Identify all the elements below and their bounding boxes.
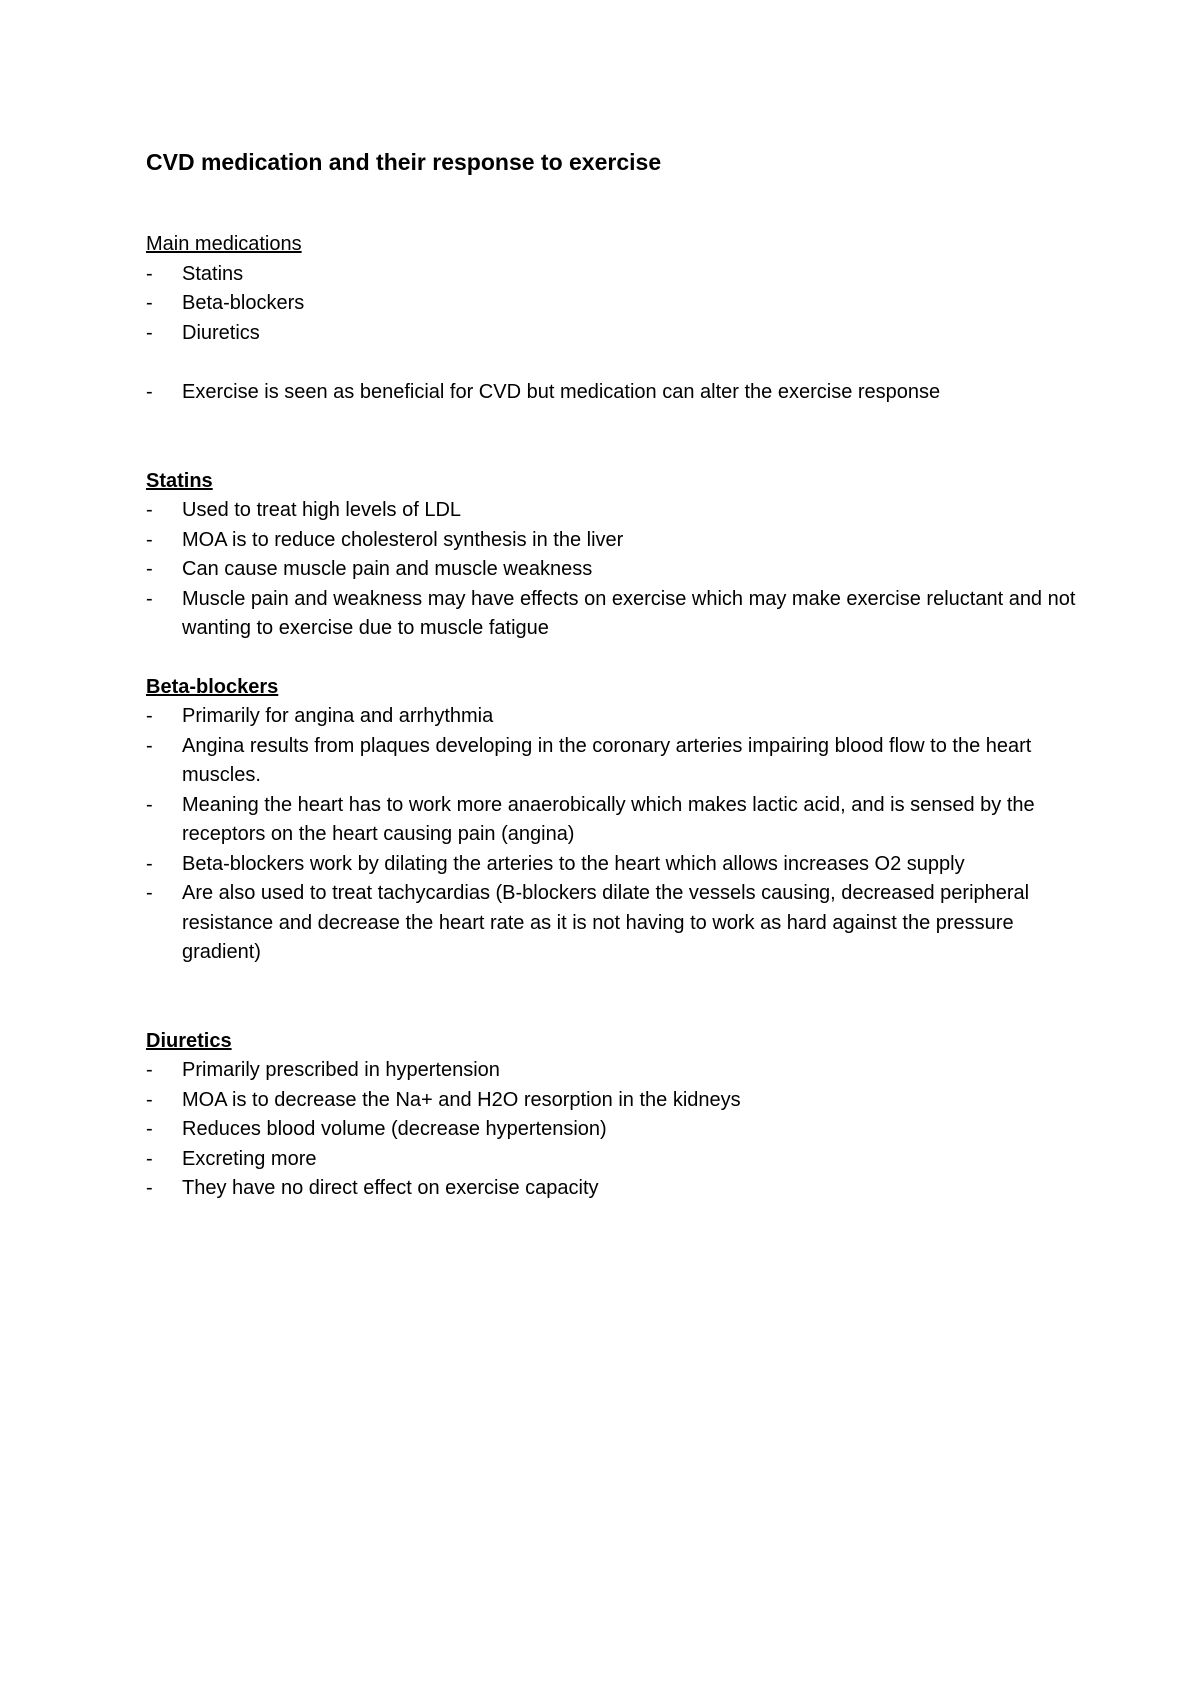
heading-statins: Statins bbox=[146, 469, 213, 492]
list-item: - MOA is to reduce cholesterol synthesis in the liver bbox=[146, 528, 624, 551]
document-title: CVD medication and their response to exercise bbox=[146, 149, 662, 175]
list-item: - Diuretics bbox=[146, 321, 260, 344]
document-page bbox=[146, 145, 1086, 1204]
list-item: - Statins bbox=[146, 262, 244, 285]
list-main-medications bbox=[146, 260, 1086, 349]
list-item: - Primarily prescribed in hypertension bbox=[146, 1059, 500, 1081]
heading-main-medications: Main medications bbox=[146, 233, 302, 255]
list-item: - Excreting more bbox=[146, 1147, 317, 1170]
list-statins bbox=[146, 496, 1086, 644]
section-beta-blockers bbox=[146, 673, 1086, 968]
section-statins bbox=[146, 467, 1086, 644]
list-item: - Muscle pain and weakness may have effects on exercise which may make exercise reluctant and not wanting to exercise due to muscle fatigue bbox=[146, 587, 1076, 639]
section-diuretics bbox=[146, 1027, 1086, 1204]
list-item: - Meaning the heart has to work more anaerobically which makes lactic acid, and is sensed by the receptors on the heart causing pain (angina) bbox=[146, 793, 1035, 845]
list-item: - Used to treat high levels of LDL bbox=[146, 499, 462, 521]
list-item: - Angina results from plaques developing in the coronary arteries impairing blood flow to the heart muscles. bbox=[146, 734, 1032, 786]
list-diuretics bbox=[146, 1056, 1086, 1204]
list-item: - They have no direct effect on exercise capacity bbox=[146, 1177, 599, 1199]
list-item: - Reduces blood volume (decrease hypertension) bbox=[146, 1118, 607, 1140]
list-item: - Beta-blockers bbox=[146, 292, 305, 314]
list-item: - MOA is to decrease the Na+ and H2O resorption in the kidneys bbox=[146, 1088, 741, 1111]
list-beta-blockers bbox=[146, 702, 1086, 968]
section-main-medications bbox=[146, 230, 1086, 408]
list-main-note bbox=[146, 378, 1086, 408]
list-item: - Primarily for angina and arrhythmia bbox=[146, 705, 494, 727]
list-item-note: - Exercise is seen as beneficial for CVD but medication can alter the exercise response bbox=[146, 381, 941, 403]
heading-beta-blockers: Beta-blockers bbox=[146, 675, 279, 698]
list-item: - Are also used to treat tachycardias (B-blockers dilate the vessels causing, decreased peripheral resistance and decrease the heart rate as it is not having to work as hard against the pressure gradient) bbox=[146, 882, 1030, 963]
list-item: - Beta-blockers work by dilating the arteries to the heart which allows increases O2 supply bbox=[146, 852, 965, 875]
heading-diuretics: Diuretics bbox=[146, 1029, 232, 1052]
list-item: - Can cause muscle pain and muscle weakness bbox=[146, 558, 593, 580]
